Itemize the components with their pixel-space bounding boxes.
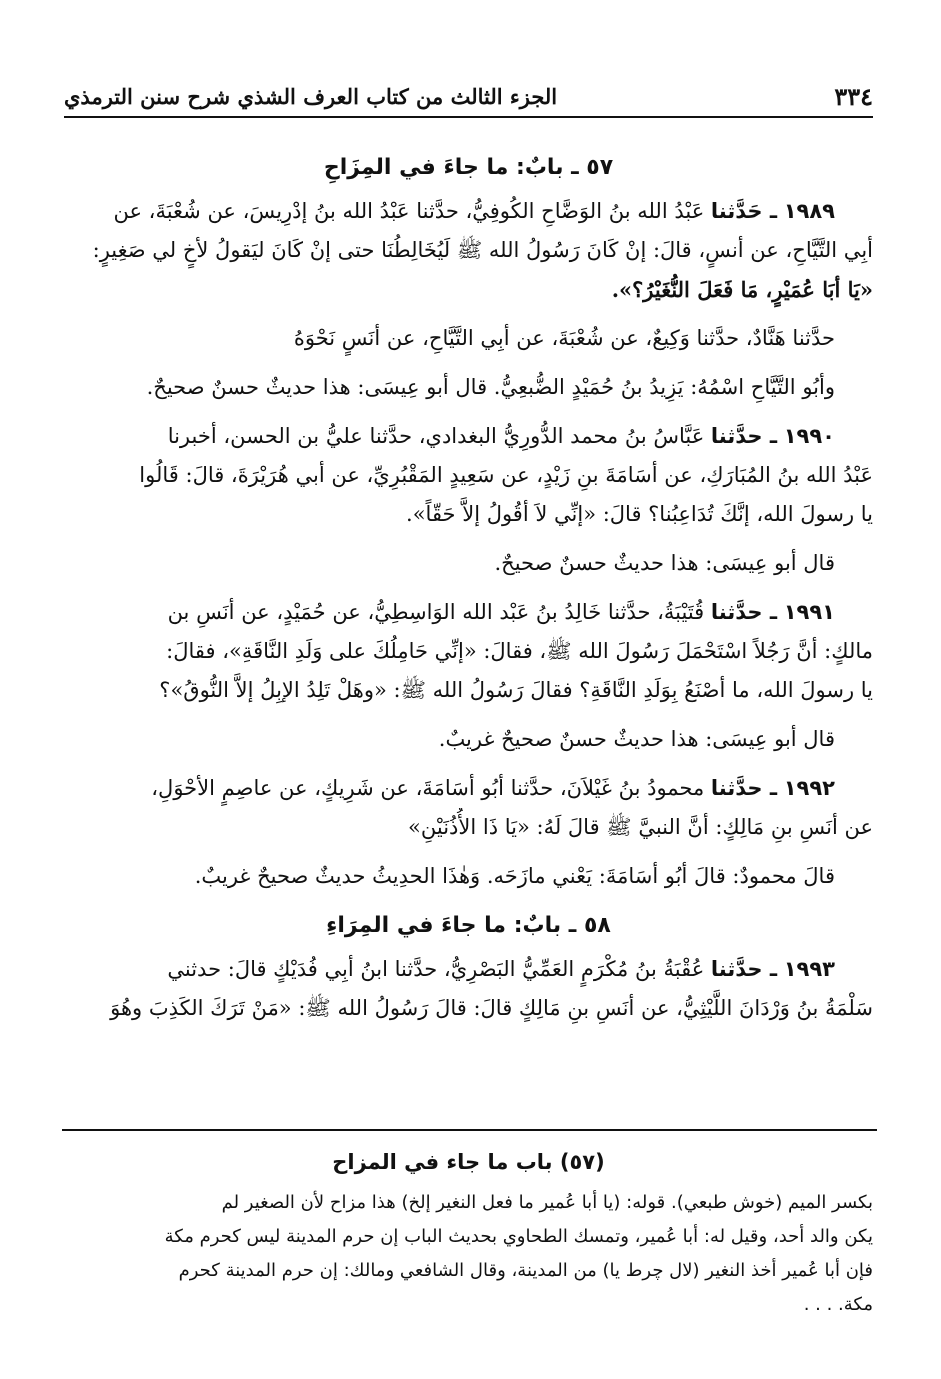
text-line: قال أبو عِيسَى: هذا حديثٌ حسنٌ صحيحٌ. <box>494 551 835 575</box>
hadith-number: ١٩٩٣ <box>783 957 835 981</box>
text-line: فإن أبا عُمير أخذ النغير (لال چرط يا) من المدينة، وقال الشافعي ومالك: إن حرم المدينة كحرم <box>178 1260 873 1281</box>
text-line: «يَا أبَا عُمَيْرٍ، مَا فَعَلَ النُّغَيْرُ؟». <box>611 277 873 302</box>
main-text <box>64 148 873 1028</box>
commentary <box>64 1142 873 1322</box>
text-line: وأبُو التَّيَّاحِ اسْمُهُ: يَزِيدُ بنُ حُمَيْدٍ الضُّبعِيُّ. قال أبو عِيسَى: هذا حديثٌ حسنٌ صحيحٌ. <box>146 375 835 399</box>
hadith-1991 <box>64 593 873 710</box>
hadith-number: ١٩٩٢ <box>783 776 835 800</box>
commentary-title: (٥٧) باب ما جاء في المزاح <box>332 1150 605 1174</box>
text-line: حدَّثنا هَنَّادٌ، حدَّثنا وَكِيعٌ، عن شُعْبَةَ، عن أبِي التَّيَّاحِ، عن أنَسٍ نَحْوَهُ <box>293 326 835 350</box>
text-line: ١٩٩٢ ـ حدَّثنا محمودُ بنُ غَيْلاَنَ، حدَّثنا أبُو أسَامَةَ، عن شَرِيكٍ، عن عاصِمٍ الأحْوَلِ، <box>151 776 835 800</box>
chain-note <box>64 319 873 358</box>
grading-note <box>64 544 873 583</box>
hadith-number: ١٩٨٩ <box>783 199 835 223</box>
text-line: مالكٍ: أنَّ رَجُلاً اسْتَحْمَلَ رَسُولَ الله ﷺ، فقالَ: «إنِّي حَامِلُكَ على وَلَدِ النَّاقَةِ»، فقالَ: <box>166 639 873 663</box>
running-head <box>64 82 873 118</box>
text-line: قال أبو عِيسَى: هذا حديثٌ حسنٌ صحيحٌ غريبٌ. <box>438 727 835 751</box>
hadith-number: ١٩٩١ <box>783 600 835 624</box>
hadith-keyword: ـ حدَّثنا <box>710 957 778 981</box>
page-number: ٣٣٤ <box>834 82 873 111</box>
text-line: يا رسولَ الله، إنَّكَ تُدَاعِبُنا؟ قالَ: «إنِّي لاَ أقُولُ إلاَّ حَقّاً». <box>406 502 873 526</box>
grading-note <box>64 720 873 759</box>
text-line: مكة. . . . <box>803 1294 873 1315</box>
chapter-title-57: ٥٧ ـ بابٌ: ما جاءَ في المِزَاحِ <box>323 155 614 180</box>
hadith-1992 <box>64 769 873 847</box>
text-line: ١٩٩٣ ـ حدَّثنا عُقْبَةُ بنُ مُكْرَمٍ العَمِّيُّ البَصْرِيُّ، حدَّثنا ابنُ أبِي فُدَيْكٍ قالَ: حدثني <box>167 957 835 981</box>
commentary-text <box>64 1186 873 1322</box>
hadith-number: ١٩٩٠ <box>783 424 835 448</box>
text-line: سَلْمَةُ بنُ وَرْدَانَ اللَّيْثِيُّ، عن أنَسِ بنِ مَالِكٍ قالَ: قالَ رَسُولُ الله ﷺ: «مَنْ تَرَكَ الكَذِبَ وهُوَ <box>110 996 873 1020</box>
text-line: قالَ محمودٌ: قالَ أبُو أسَامَةَ: يَعْني مازَحَه. وَهٰذَا الحدِيثُ حديثٌ صحيحٌ غريبٌ. <box>194 864 835 888</box>
narrator-note <box>64 368 873 407</box>
chapter-title-58: ٥٨ ـ بابٌ: ما جاءَ في المِرَاءِ <box>326 913 611 938</box>
text-line: عَبْدُ الله بنُ المُبَارَكِ، عن أسَامَةَ بنِ زَيْدٍ، عن سَعِيدٍ المَقْبُرِيِّ، عن أبي هُرَيْرَةَ، قالَ: قَالُوا <box>139 463 873 487</box>
grading-note <box>64 857 873 896</box>
text-line: ١٩٨٩ ـ حَدَّثنا عَبْدُ الله بنُ الوَضَّاحِ الكُوفِيُّ، حدَّثنا عَبْدُ الله بنُ إدْرِيسَ، عن شُعْبَةَ، عن <box>113 199 835 223</box>
text-line: ١٩٩٠ ـ حدَّثنا عَبَّاسُ بنُ محمد الدُّورِيُّ البغدادي، حدَّثنا عليُّ بن الحسن، أخبرنا <box>167 424 835 448</box>
text-line: يا رسولَ الله، ما أصْنَعُ بِوَلَدِ النَّاقَةِ؟ فقالَ رَسُولُ الله ﷺ: «وهَلْ تَلِدُ الإبِلُ إلاَّ النُّوقُ»؟ <box>159 678 873 702</box>
hadith-1993 <box>64 950 873 1028</box>
hadith-1989 <box>64 192 873 309</box>
text-line: بكسر الميم (خوش طبعي). قوله: (يا أبا عُمير ما فعل النغير إلخ) هذا مزاح لأن الصغير لم <box>221 1192 873 1213</box>
text-line: يكن والد أحد، وقيل له: أبا عُمير، وتمسك الطحاوي بحديث الباب إن حرم المدينة ليس كحرم مكة <box>164 1226 873 1247</box>
text-line: عن أنَسِ بنِ مَالِكٍ: أنَّ النبيَّ ﷺ قالَ لَهُ: «يَا ذَا الأُذُنَيْنِ» <box>408 815 873 839</box>
footnote-divider <box>62 1129 877 1131</box>
hadith-keyword: ـ حدَّثنا <box>710 776 778 800</box>
text-line: أبِي التَّيَّاحِ، عن أنسٍ، قالَ: إنْ كَانَ رَسُولُ الله ﷺ لَيُخَالِطُنَا حتى إنْ كَانَ ليَقولُ لأخٍ لي صَغِيرٍ: <box>92 238 873 262</box>
hadith-keyword: ـ حَدَّثنا <box>710 199 778 223</box>
hadith-1990 <box>64 417 873 534</box>
hadith-keyword: ـ حدَّثنا <box>710 600 778 624</box>
hadith-keyword: ـ حدَّثنا <box>710 424 778 448</box>
text-line: ١٩٩١ ـ حدَّثنا قُتَيْبَةُ، حدَّثنا خَالِدُ بنُ عَبْد الله الوَاسِطِيُّ، عن حُمَيْدٍ، عن أنَسِ بن <box>167 600 835 624</box>
running-head-title: الجزء الثالث من كتاب العرف الشذي شرح سنن الترمذي <box>64 84 558 109</box>
